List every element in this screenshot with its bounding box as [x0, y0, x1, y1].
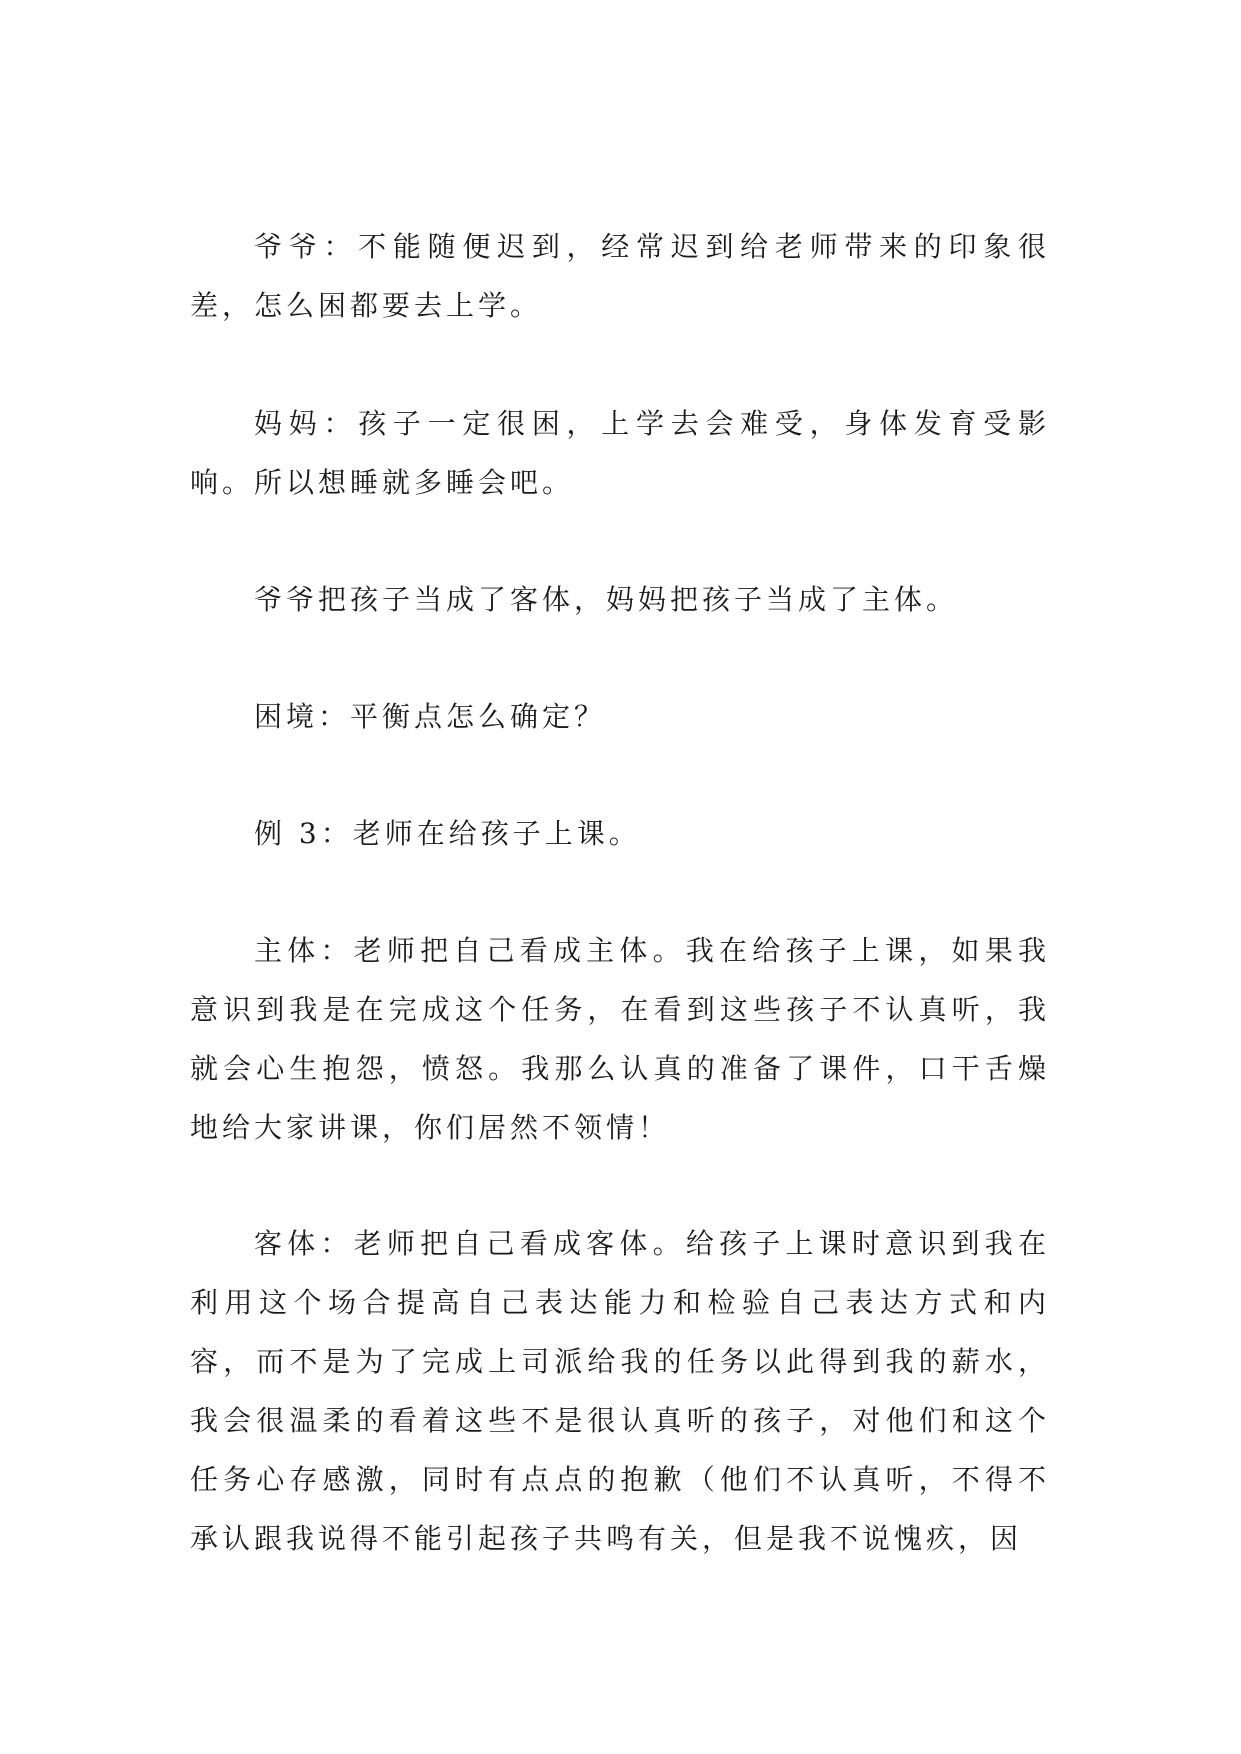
paragraph-grandpa-view: 爷爷：不能随便迟到，经常迟到给老师带来的印象很差，怎么困都要去上学。	[190, 230, 1050, 322]
paragraph-subject-object-summary: 爷爷把孩子当成了客体，妈妈把孩子当成了主体。	[254, 583, 959, 616]
paragraph-teacher-as-subject: 主体：老师把自己看成主体。我在给孩子上课，如果我意识到我是在完成这个任务，在看到这些孩子不认真听，我就会心生抱怨，愤怒。我那么认真的准备了课件，口干舌燥地给大家讲课，你们居然不领情！	[190, 934, 1050, 1144]
paragraph-dilemma: 困境：平衡点怎么确定？	[254, 700, 607, 733]
paragraph-teacher-as-object: 客体：老师把自己看成客体。给孩子上课时意识到我在利用这个场合提高自己表达能力和检验自己表达方式和内容，而不是为了完成上司派给我的任务以此得到我的薪水，我会很温柔的看着这些不是很认真听的孩子，对他们和这个任务心存感激，同时有点点的抱歉（他们不认真听，不得不承认跟我说得不能引起孩子共鸣有关，但是我不说愧疚，因	[190, 1227, 1050, 1555]
paragraph-mom-view: 妈妈：孩子一定很困，上学去会难受，身体发育受影响。所以想睡就多睡会吧。	[190, 407, 1050, 499]
paragraph-example-3: 例 3：老师在给孩子上课。	[254, 817, 641, 850]
